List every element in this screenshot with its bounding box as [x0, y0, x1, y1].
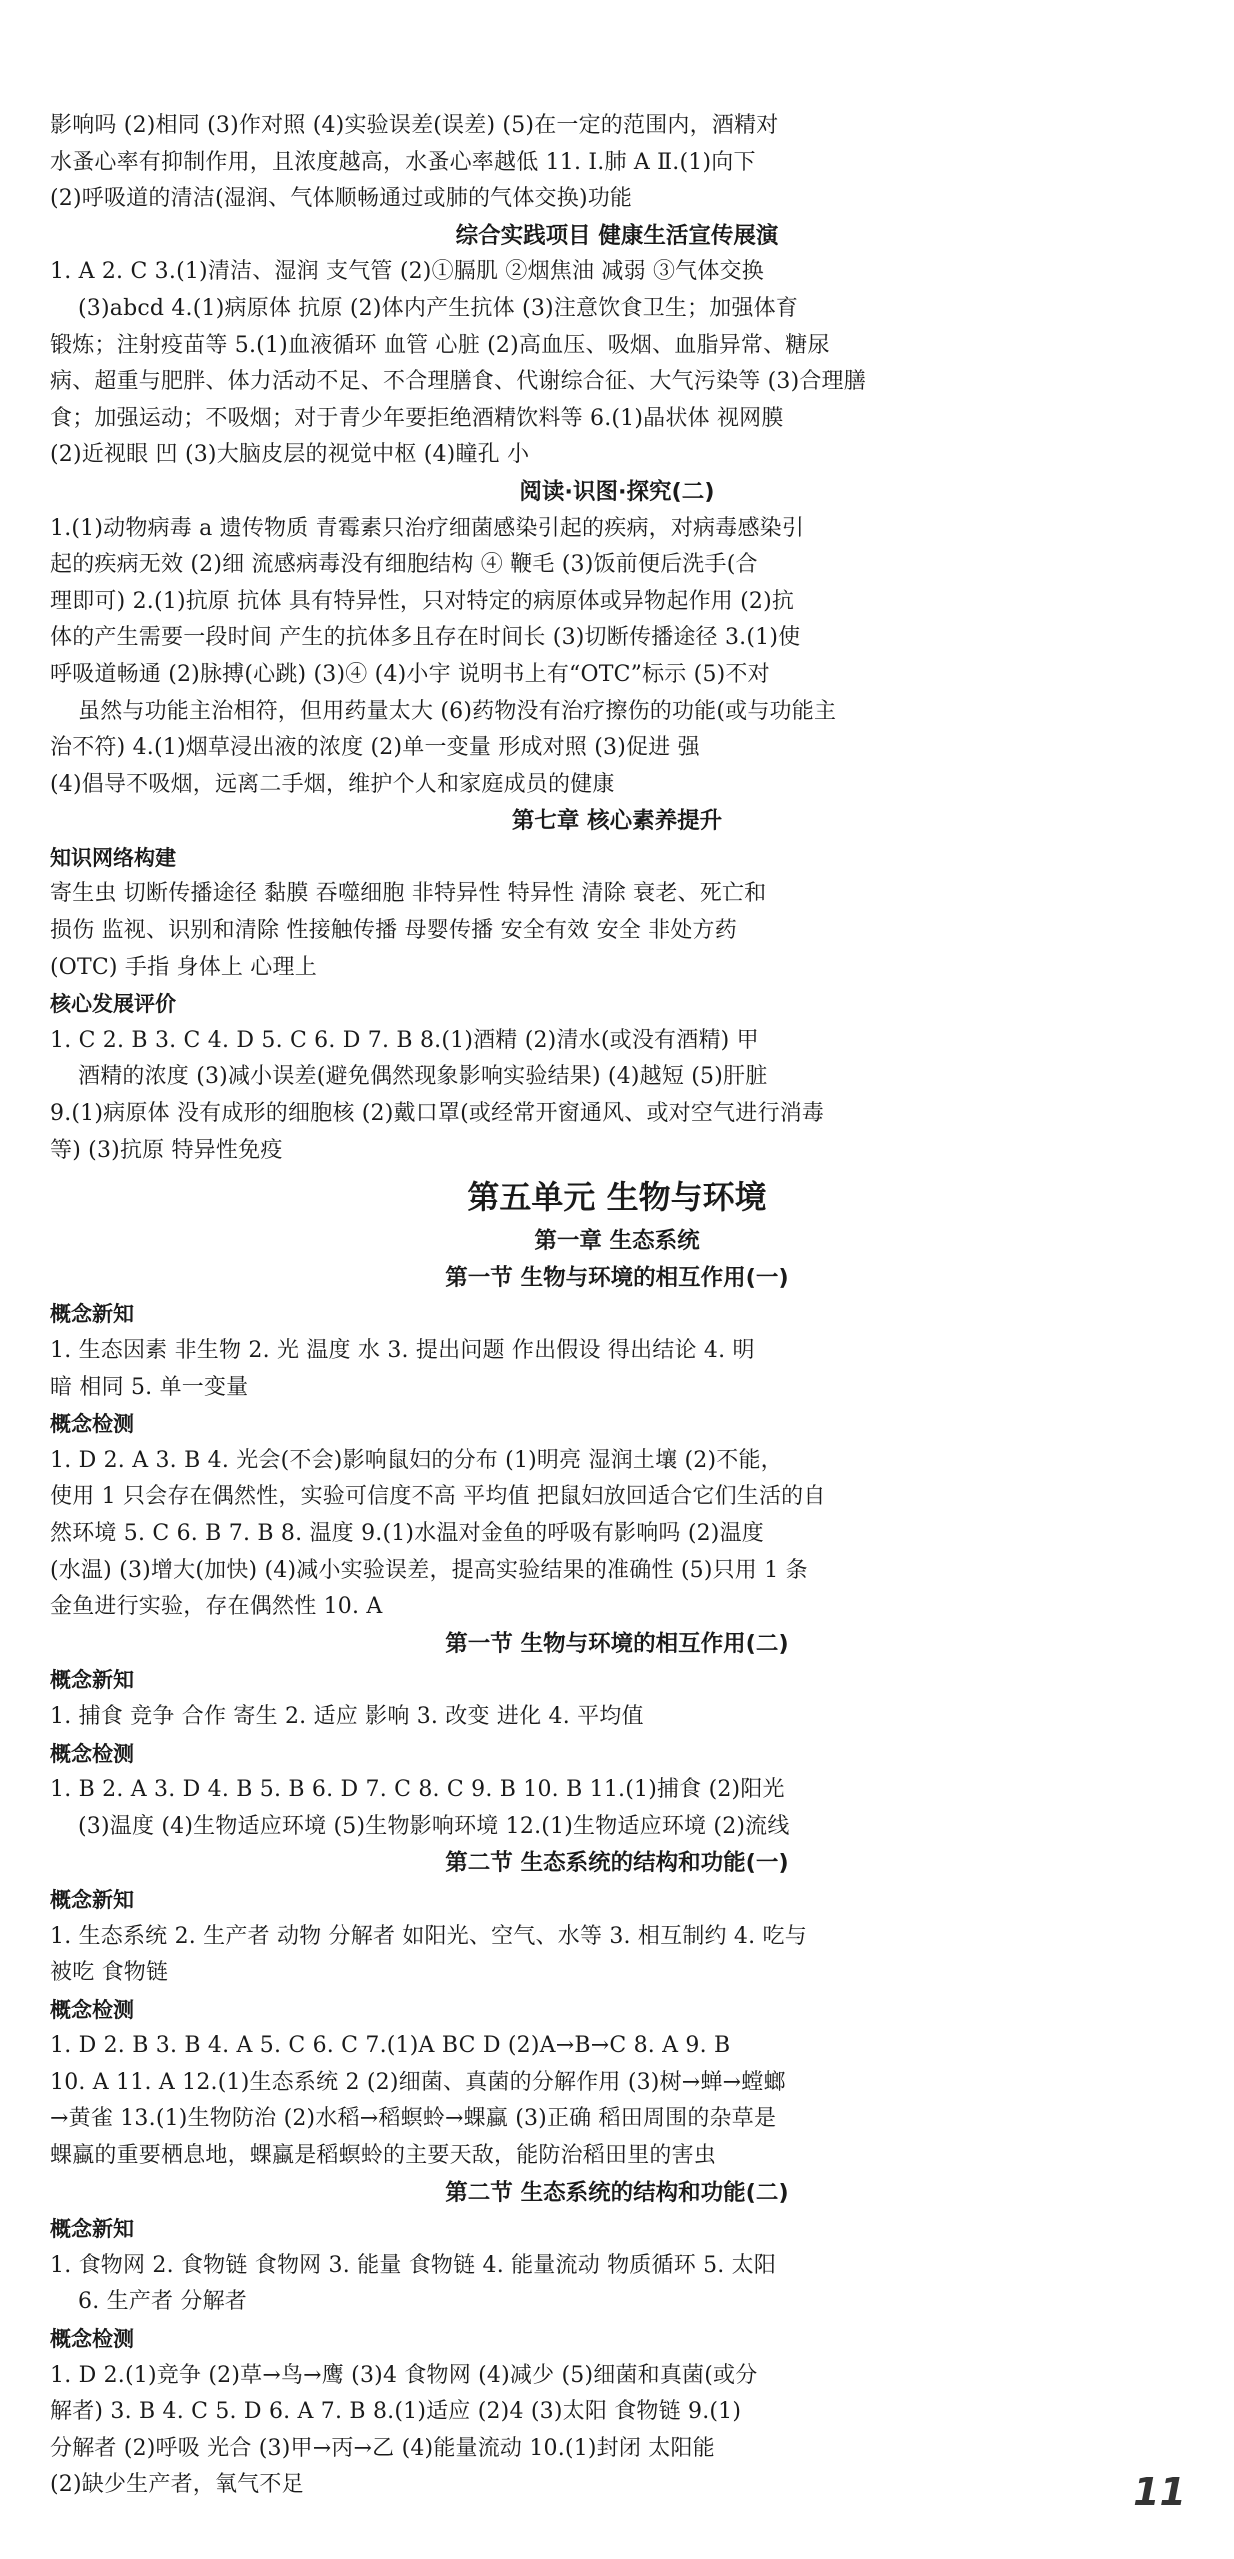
text-line: (2)近视眼 凹 (3)大脑皮层的视觉中枢 (4)瞳孔 小 [50, 442, 530, 468]
section-title: 第一章 生态系统 [534, 1228, 700, 1255]
page-number: 11 [1133, 2470, 1186, 2514]
text-line: 1. C 2. B 3. C 4. D 5. C 6. D 7. B 8.(1)酒精 (2)清水(或没有酒精) 甲 [50, 1027, 759, 1053]
text-line: (2)呼吸道的清洁(湿润、气体顺畅通过或肺的气体交换)功能 [50, 186, 633, 212]
section-heading: 核心发展评价 [50, 992, 176, 1017]
text-line: 暗 相同 5. 单一变量 [50, 1374, 249, 1400]
section-heading: 概念新知 [50, 1668, 134, 1693]
text-line: 影响吗 (2)相同 (3)作对照 (4)实验误差(误差) (5)在一定的范围内，酒精对 [50, 113, 779, 138]
text-line: 1. 食物网 2. 食物链 食物网 3. 能量 食物链 4. 能量流动 物质循环 5. 太阳 [50, 2252, 777, 2278]
text-line: 理即可) 2.(1)抗原 抗体 具有特异性，只对特定的病原体或异物起作用 (2)抗 [50, 588, 795, 614]
text-line: 1.(1)动物病毒 a 遗传物质 青霉素只治疗细菌感染引起的疾病，对病毒感染引 [50, 515, 805, 541]
text-line: →黄雀 13.(1)生物防治 (2)水稻→稻螟蛉→蜾蠃 (3)正确 稻田周围的杂草是 [50, 2106, 777, 2132]
text-line: 酒精的浓度 (3)减小误差(避免偶然现象影响实验结果) (4)越短 (5)肝脏 [78, 1064, 768, 1090]
unit-title: 第五单元 生物与环境 [467, 1178, 767, 1217]
text-line: 1. D 2. A 3. B 4. 光会(不会)影响鼠妇的分布 (1)明亮 湿润土壤 (2)不能， [50, 1447, 783, 1473]
text-line: (水温) (3)增大(加快) (4)减小实验误差，提高实验结果的准确性 (5)只用 1 条 [50, 1557, 808, 1583]
text-line: 水蚤心率有抑制作用，且浓度越高，水蚤心率越低 11. Ⅰ.肺 A Ⅱ.(1)向下 [50, 149, 756, 175]
text-line: 1. D 2. B 3. B 4. A 5. C 6. C 7.(1)A BC D (2)A→B→C 8. A 9. B [50, 2033, 731, 2059]
text-line: 金鱼进行实验，存在偶然性 10. A [50, 1594, 383, 1620]
section-title: 第七章 核心素养提升 [511, 808, 723, 835]
section-heading: 概念检测 [50, 2327, 134, 2352]
answer-text-body [50, 108, 1184, 2504]
text-line: 1. 生态因素 非生物 2. 光 温度 水 3. 提出问题 作出假设 得出结论 4. 明 [50, 1338, 755, 1363]
section-heading: 概念新知 [50, 1302, 134, 1327]
section-heading: 概念新知 [50, 2217, 134, 2242]
section-heading: 概念检测 [50, 1997, 134, 2022]
text-line: 1. D 2.(1)竞争 (2)草→鸟→鹰 (3)4 食物网 (4)减少 (5)细菌和真菌(或分 [50, 2362, 758, 2388]
text-line: 使用 1 只会存在偶然性，实验可信度不高 平均值 把鼠妇放回适合它们生活的自 [50, 1484, 826, 1510]
text-line: 然环境 5. C 6. B 7. B 8. 温度 9.(1)水温对金鱼的呼吸有影响吗 (2)温度 [50, 1520, 764, 1546]
text-line: 食；加强运动；不吸烟；对于青少年要拒绝酒精饮料等 6.(1)晶状体 视网膜 [50, 405, 784, 431]
text-line: 1. 生态系统 2. 生产者 动物 分解者 如阳光、空气、水等 3. 相互制约 4. 吃与 [50, 1923, 807, 1949]
text-line: (3)abcd 4.(1)病原体 抗原 (2)体内产生抗体 (3)注意饮食卫生；加强体育 [78, 295, 799, 321]
text-line: (2)缺少生产者，氧气不足 [50, 2472, 304, 2498]
text-line: (OTC) 手指 身体上 心理上 [50, 954, 317, 980]
section-heading: 概念检测 [50, 1741, 134, 1766]
text-line: 蜾蠃的重要栖息地，蜾蠃是稻螟蛉的主要天敌，能防治稻田里的害虫 [50, 2143, 717, 2169]
section-heading: 概念新知 [50, 1887, 134, 1912]
text-line: 损伤 监视、识别和清除 性接触传播 母婴传播 安全有效 安全 非处方药 [50, 918, 737, 944]
text-line: 1. 捕食 竞争 合作 寄生 2. 适应 影响 3. 改变 进化 4. 平均值 [50, 1703, 644, 1729]
text-line: 等) (3)抗原 特异性免疫 [50, 1137, 283, 1163]
section-heading: 知识网络构建 [50, 845, 176, 870]
text-line: 治不符) 4.(1)烟草浸出液的浓度 (2)单一变量 形成对照 (3)促进 强 [50, 735, 700, 761]
section-title: 综合实践项目 健康生活宣传展演 [455, 222, 779, 249]
text-line: 虽然与功能主治相符，但用药量太大 (6)药物没有治疗擦伤的功能(或与功能主 [78, 698, 837, 724]
text-line: 起的疾病无效 (2)细 流感病毒没有细胞结构 ④ 鞭毛 (3)饭前便后洗手(合 [50, 552, 758, 578]
section-title: 第一节 生物与环境的相互作用(二) [445, 1630, 789, 1657]
text-line: 锻炼；注射疫苗等 5.(1)血液循环 血管 心脏 (2)高血压、吸烟、血脂异常、糖尿 [50, 332, 830, 358]
section-title: 第二节 生态系统的结构和功能(二) [445, 2179, 789, 2206]
text-line: 10. A 11. A 12.(1)生态系统 2 (2)细菌、真菌的分解作用 (3)树→蝉→螳螂 [50, 2069, 786, 2095]
text-line: 解者) 3. B 4. C 5. D 6. A 7. B 8.(1)适应 (2)4 (3)太阳 食物链 9.(1) [50, 2399, 742, 2425]
text-line: 1. B 2. A 3. D 4. B 5. B 6. D 7. C 8. C 9. B 10. B 11.(1)捕食 (2)阳光 [50, 1777, 785, 1803]
section-title: 阅读·识图·探究(二) [519, 478, 715, 505]
section-title: 第一节 生物与环境的相互作用(一) [445, 1264, 789, 1291]
text-line: 9.(1)病原体 没有成形的细胞核 (2)戴口罩(或经常开窗通风、或对空气进行消毒 [50, 1101, 825, 1127]
text-line: 分解者 (2)呼吸 光合 (3)甲→丙→乙 (4)能量流动 10.(1)封闭 太阳能 [50, 2435, 715, 2461]
text-line: (3)温度 (4)生物适应环境 (5)生物影响环境 12.(1)生物适应环境 (2)流线 [78, 1813, 790, 1839]
text-line: 寄生虫 切断传播途径 黏膜 吞噬细胞 非特异性 特异性 清除 衰老、死亡和 [50, 881, 767, 907]
text-line: 6. 生产者 分解者 [78, 2289, 247, 2315]
text-line: 呼吸道畅通 (2)脉搏(心跳) (3)④ (4)小宇 说明书上有“OTC”标示 (5)不对 [50, 661, 770, 687]
text-line: 被吃 食物链 [50, 1960, 169, 1986]
text-line: (4)倡导不吸烟，远离二手烟，维护个人和家庭成员的健康 [50, 771, 615, 797]
section-title: 第二节 生态系统的结构和功能(一) [445, 1850, 789, 1877]
text-line: 病、超重与肥胖、体力活动不足、不合理膳食、代谢综合征、大气污染等 (3)合理膳 [50, 369, 866, 395]
text-line: 1. A 2. C 3.(1)清洁、湿润 支气管 (2)①膈肌 ②烟焦油 减弱 ③气体交换 [50, 259, 764, 285]
section-heading: 概念检测 [50, 1412, 134, 1437]
text-line: 体的产生需要一段时间 产生的抗体多且存在时间长 (3)切断传播途径 3.(1)使 [50, 625, 801, 651]
